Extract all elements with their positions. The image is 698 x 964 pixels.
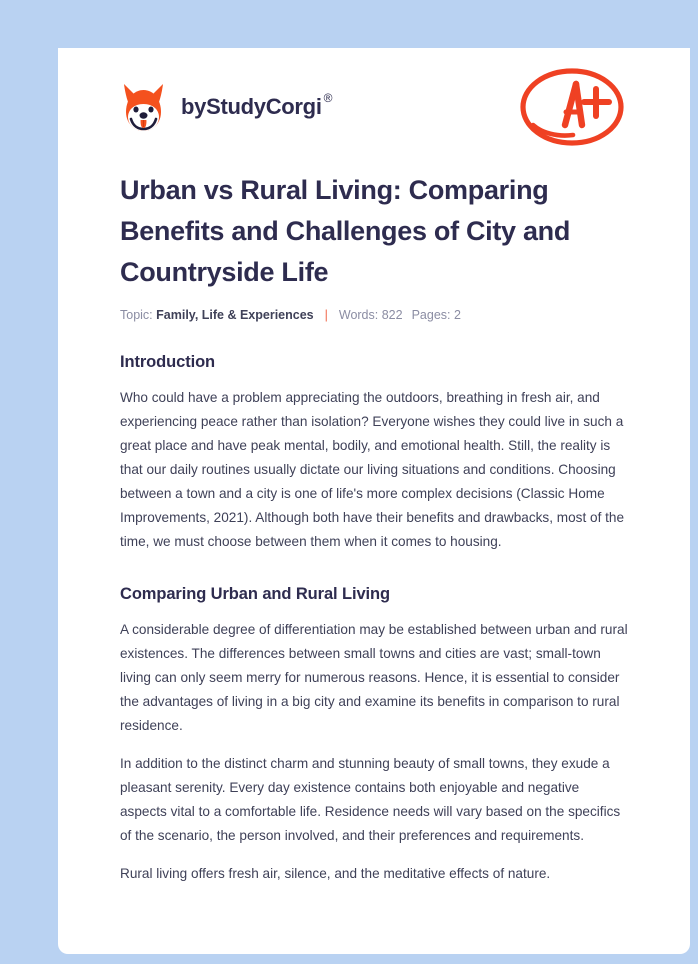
document-page [58,48,690,954]
section-heading-comparing-urban-and-rural-living: Comparing Urban and Rural Living [120,585,390,603]
words-value: 822 [381,308,403,322]
document-header [120,48,628,153]
page-title: Urban vs Rural Living: Comparing Benefits and Challenges of City and Countryside Life [120,175,571,287]
pages-value: 2 [454,308,461,322]
paragraph: Who could have a problem appreciating the outdoors, breathing in fresh air, and experiencing peace rather than isolation? Everyone wishes they could live in such a great place and have peak mental, bodily, and emotional health. Still, the reality is that our daily routines usually dictate our living situations and conditions. Choosing between a town and a city is one of life's more complex decisions (Classic Home Improvements, 2021). Although both have their benefits and drawbacks, most of the time, we must choose between them when it comes to housing. [120,390,625,549]
section-heading-introduction: Introduction [120,353,216,371]
brand-name: StudyCorgi [206,93,322,119]
corgi-face-icon [120,81,167,133]
paragraph: A considerable degree of differentiation may be established between urban and rural existences. The differences between small towns and cities are vast; small-town living can only seem merry for numerous reasons. Hence, it is essential to consider the advantages of living in a big city and examine its benefits in comparison to rural residence. [120,622,628,733]
brand-prefix: by [181,93,207,119]
document-meta [120,308,628,322]
meta-separator: | [324,308,328,322]
pages-label: Pages: [411,308,451,322]
a-plus-grade-icon [516,63,628,151]
topic-value[interactable]: Family, Life & Experiences [156,308,314,322]
paragraph: Rural living offers fresh air, silence, and the meditative effects of nature. [120,866,551,881]
document-body [120,353,628,886]
registered-mark-icon: ® [323,90,333,105]
words-label: Words: [338,308,379,322]
topic-label: Topic: [120,308,153,322]
studycorgi-logo[interactable] [120,81,333,133]
paragraph: In addition to the distinct charm and stunning beauty of small towns, they exude a pleasant serenity. Every day existence contains both enjoyable and negative aspects vital to a comfortable life. Residence needs will vary based on the specifics of the scenario, the person involved, and their preferences and requirements. [120,756,621,843]
brand-wordmark [181,90,333,120]
